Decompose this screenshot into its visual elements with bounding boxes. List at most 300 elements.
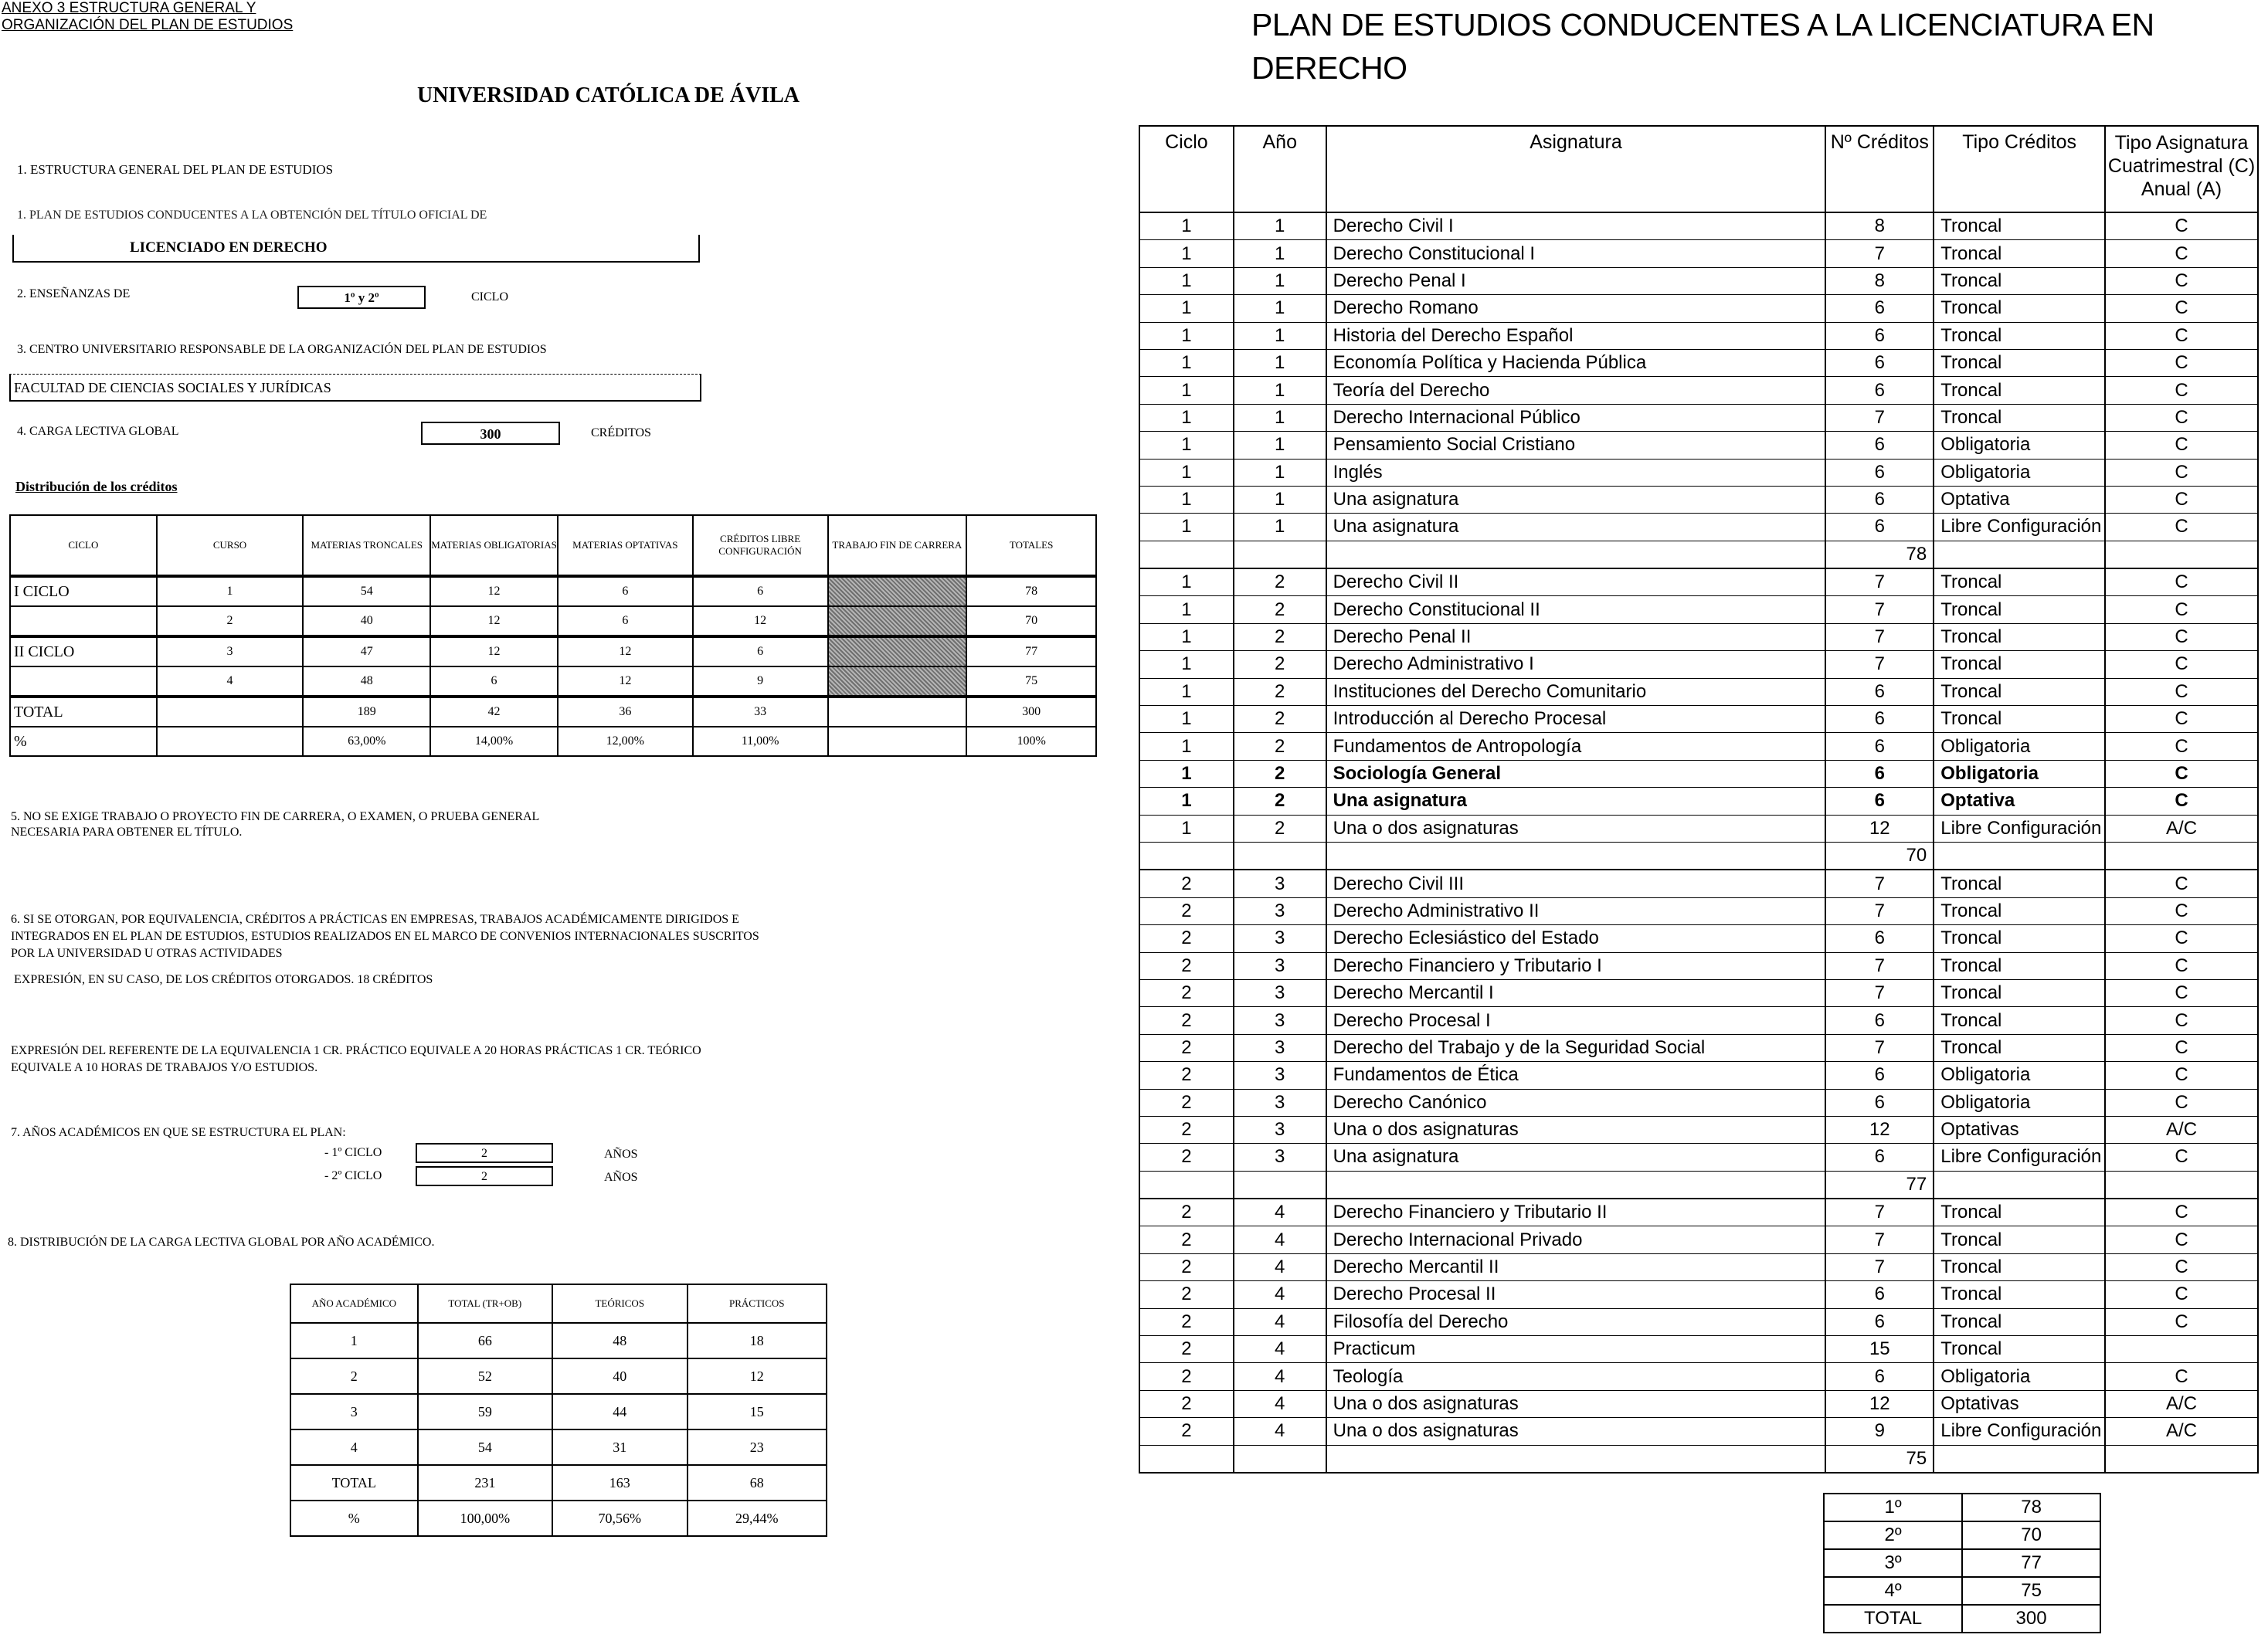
table-cell: 18 xyxy=(688,1323,827,1358)
table-cell xyxy=(2105,541,2258,568)
asignatura-cell: Derecho Canónico xyxy=(1326,1089,1826,1116)
asignatura-cell: Derecho Civil II xyxy=(1326,568,1826,596)
table-cell: 4 xyxy=(290,1429,418,1465)
table-cell: II CICLO xyxy=(10,636,157,666)
table-header-row xyxy=(10,515,1096,576)
table-cell xyxy=(2105,1445,2258,1473)
tipo-asignatura-cell: C xyxy=(2105,897,2258,924)
tipo-creditos-cell: Obligatoria xyxy=(1934,1363,2105,1390)
table-cell: 6 xyxy=(693,636,828,666)
anio-cell: 1 xyxy=(1234,514,1326,541)
table-cell: 12 xyxy=(430,636,558,666)
table-cell: 33 xyxy=(693,697,828,727)
tipo-asignatura-cell: C xyxy=(2105,925,2258,952)
tipo-creditos-cell: Troncal xyxy=(1934,952,2105,979)
table-cell: 12 xyxy=(688,1358,827,1394)
table-cell xyxy=(10,666,157,697)
table-cell xyxy=(1139,1445,1234,1473)
subject-row xyxy=(1139,678,2258,705)
creditos-cell: 6 xyxy=(1825,349,1934,376)
asignatura-cell: Derecho Constitucional I xyxy=(1326,240,1826,267)
creditos-cell: 6 xyxy=(1825,1007,1934,1034)
ciclo-cell: 1 xyxy=(1139,623,1234,650)
creditos-cell: 12 xyxy=(1825,1116,1934,1143)
table-cell: 78 xyxy=(966,576,1096,606)
tipo-creditos-cell: Troncal xyxy=(1934,706,2105,733)
tipo-asignatura-cell: A/C xyxy=(2105,815,2258,842)
asignatura-cell: Practicum xyxy=(1326,1336,1826,1363)
table-cell xyxy=(157,697,304,727)
credit-distribution-table xyxy=(9,514,1097,757)
tipo-asignatura-cell: C xyxy=(2105,979,2258,1006)
faculty-value: FACULTAD DE CIENCIAS SOCIALES Y JURÍDICAS xyxy=(14,380,331,395)
table-cell xyxy=(828,636,967,666)
asignatura-cell: Derecho Internacional Privado xyxy=(1326,1226,1826,1253)
tipo-creditos-cell: Troncal xyxy=(1934,240,2105,267)
subject-row xyxy=(1139,1418,2258,1445)
table-cell: 100% xyxy=(966,727,1096,756)
ciclo-cell: 1 xyxy=(1139,322,1234,349)
cycles-value: 1º y 2º xyxy=(344,290,379,305)
ciclo-cell: 2 xyxy=(1139,897,1234,924)
asignatura-cell: Instituciones del Derecho Comunitario xyxy=(1326,678,1826,705)
ciclo-cell: 1 xyxy=(1139,568,1234,596)
subject-row xyxy=(1139,1116,2258,1143)
table-cell: 12 xyxy=(558,636,693,666)
item-2-label: 2. ENSEÑANZAS DE xyxy=(17,287,131,300)
tipo-creditos-cell: Obligatoria xyxy=(1934,733,2105,760)
creditos-cell: 6 xyxy=(1825,432,1934,459)
anio-cell: 2 xyxy=(1234,733,1326,760)
asignatura-cell: Historia del Derecho Español xyxy=(1326,322,1826,349)
ciclo-cell: 1 xyxy=(1139,267,1234,294)
ciclo-cell: 2 xyxy=(1139,1199,1234,1226)
subject-row xyxy=(1139,322,2258,349)
header-cell: PRÁCTICOS xyxy=(688,1284,827,1323)
creditos-cell: 12 xyxy=(1825,1390,1934,1417)
tipo-asignatura-cell: C xyxy=(2105,404,2258,431)
tipo-asignatura-cell: C xyxy=(2105,295,2258,322)
tipo-asignatura-cell: C xyxy=(2105,788,2258,815)
anio-cell: 4 xyxy=(1234,1390,1326,1417)
tipo-creditos-cell: Troncal xyxy=(1934,1336,2105,1363)
table-cell: 9 xyxy=(693,666,828,697)
cycle-1-suffix: AÑOS xyxy=(604,1148,638,1161)
table-cell: 36 xyxy=(558,697,693,727)
asignatura-cell: Derecho Financiero y Tributario II xyxy=(1326,1199,1826,1226)
item-6-line-1: 6. SI SE OTORGAN, POR EQUIVALENCIA, CRÉDITOS A PRÁCTICAS EN EMPRESAS, TRABAJOS ACADÉMICAMENTE DIRIGIDOS E xyxy=(11,913,739,926)
tipo-creditos-cell: Troncal xyxy=(1934,568,2105,596)
subject-row xyxy=(1139,623,2258,650)
subtotal-row xyxy=(1139,1171,2258,1199)
asignatura-cell: Fundamentos de Ética xyxy=(1326,1062,1826,1089)
creditos-cell: 12 xyxy=(1825,815,1934,842)
asignatura-cell: Economía Política y Hacienda Pública xyxy=(1326,349,1826,376)
cycle-1-years-field xyxy=(416,1143,553,1163)
tipo-asignatura-cell: C xyxy=(2105,1144,2258,1171)
header-cell: TRABAJO FIN DE CARRERA xyxy=(828,515,967,576)
table-cell xyxy=(828,606,967,636)
tipo-creditos-cell: Troncal xyxy=(1934,870,2105,897)
tipo-asignatura-cell: C xyxy=(2105,267,2258,294)
asignatura-cell: Derecho Administrativo I xyxy=(1326,651,1826,678)
anio-cell: 3 xyxy=(1234,952,1326,979)
ciclo-cell: 1 xyxy=(1139,815,1234,842)
table-cell: 6 xyxy=(693,576,828,606)
tipo-asignatura-cell: C xyxy=(2105,568,2258,596)
table-cell: 70 xyxy=(966,606,1096,636)
subtotal-row xyxy=(1139,842,2258,870)
summary-cell: 300 xyxy=(1962,1605,2100,1633)
anio-cell: 4 xyxy=(1234,1226,1326,1253)
table-cell xyxy=(1934,1171,2105,1199)
anio-cell: 4 xyxy=(1234,1253,1326,1280)
anio-cell: 4 xyxy=(1234,1281,1326,1308)
anio-cell: 3 xyxy=(1234,870,1326,897)
tipo-asignatura-cell: A/C xyxy=(2105,1418,2258,1445)
subject-row xyxy=(1139,240,2258,267)
anio-cell: 1 xyxy=(1234,267,1326,294)
table-cell: TOTAL xyxy=(10,697,157,727)
anio-cell: 3 xyxy=(1234,1062,1326,1089)
table-row xyxy=(290,1323,827,1358)
header-cell: TOTAL (TR+OB) xyxy=(418,1284,552,1323)
tipo-asignatura-cell: C xyxy=(2105,1034,2258,1061)
asignatura-cell: Teología xyxy=(1326,1363,1826,1390)
asignatura-cell: Derecho Eclesiástico del Estado xyxy=(1326,925,1826,952)
table-cell: I CICLO xyxy=(10,576,157,606)
summary-row xyxy=(1824,1549,2100,1577)
cycle-1-label: - 1º CICLO xyxy=(324,1146,382,1159)
table-cell: 300 xyxy=(966,697,1096,727)
equivalence-line-1: EXPRESIÓN DEL REFERENTE DE LA EQUIVALENCIA 1 CR. PRÁCTICO EQUIVALE A 20 HORAS PRÁCTICAS 1 CR. TEÓRICO xyxy=(11,1044,701,1057)
subject-row xyxy=(1139,459,2258,486)
ciclo-cell: 2 xyxy=(1139,1281,1234,1308)
creditos-cell: 7 xyxy=(1825,897,1934,924)
creditos-cell: 6 xyxy=(1825,706,1934,733)
header-cell: CURSO xyxy=(157,515,304,576)
ciclo-cell: 2 xyxy=(1139,1144,1234,1171)
creditos-cell: 7 xyxy=(1825,1253,1934,1280)
annex-line-1: ANEXO 3 ESTRUCTURA GENERAL Y xyxy=(2,0,256,16)
subject-row xyxy=(1139,952,2258,979)
table-row xyxy=(10,666,1096,697)
creditos-cell: 7 xyxy=(1825,623,1934,650)
anio-cell: 1 xyxy=(1234,459,1326,486)
asignatura-cell: Derecho Procesal II xyxy=(1326,1281,1826,1308)
anio-cell: 2 xyxy=(1234,706,1326,733)
table-cell: 68 xyxy=(688,1465,827,1501)
table-cell xyxy=(2105,842,2258,870)
tipo-creditos-cell: Troncal xyxy=(1934,377,2105,404)
item-4-label: 4. CARGA LECTIVA GLOBAL xyxy=(17,425,179,438)
credits-value: 300 xyxy=(480,426,501,442)
subject-row xyxy=(1139,349,2258,376)
tipo-creditos-cell: Optativas xyxy=(1934,1390,2105,1417)
tipo-creditos-cell: Troncal xyxy=(1934,1199,2105,1226)
ciclo-cell: 2 xyxy=(1139,1116,1234,1143)
creditos-cell: 7 xyxy=(1825,870,1934,897)
ciclo-cell: 1 xyxy=(1139,596,1234,623)
table-cell: 75 xyxy=(966,666,1096,697)
ciclo-cell: 1 xyxy=(1139,760,1234,787)
anio-cell: 4 xyxy=(1234,1363,1326,1390)
summary-cell: 1º xyxy=(1824,1494,1962,1521)
plan-title xyxy=(1251,3,2154,90)
item-8-label: 8. DISTRIBUCIÓN DE LA CARGA LECTIVA GLOBAL POR AÑO ACADÉMICO. xyxy=(8,1236,435,1249)
subject-row xyxy=(1139,1034,2258,1061)
tipo-creditos-cell: Obligatoria xyxy=(1934,1062,2105,1089)
table-cell: 15 xyxy=(688,1394,827,1429)
creditos-cell: 6 xyxy=(1825,1144,1934,1171)
table-cell xyxy=(828,727,967,756)
tipo-asignatura-cell: C xyxy=(2105,760,2258,787)
subject-row xyxy=(1139,1308,2258,1335)
item-7-label: 7. AÑOS ACADÉMICOS EN QUE SE ESTRUCTURA EL PLAN: xyxy=(11,1126,346,1139)
anio-cell: 2 xyxy=(1234,568,1326,596)
creditos-cell: 7 xyxy=(1825,404,1934,431)
table-row xyxy=(10,606,1096,636)
tipo-creditos-cell: Troncal xyxy=(1934,1253,2105,1280)
table-cell xyxy=(828,697,967,727)
table-cell: 1 xyxy=(157,576,304,606)
asignatura-cell: Teoría del Derecho xyxy=(1326,377,1826,404)
creditos-cell: 6 xyxy=(1825,486,1934,513)
table-cell xyxy=(157,727,304,756)
ciclo-cell: 1 xyxy=(1139,651,1234,678)
ciclo-cell: 2 xyxy=(1139,1308,1234,1335)
header-cell: TEÓRICOS xyxy=(552,1284,687,1323)
creditos-cell: 7 xyxy=(1825,651,1934,678)
summary-cell: TOTAL xyxy=(1824,1605,1962,1633)
cycle-2-label: - 2º CICLO xyxy=(324,1169,382,1182)
tipo-asignatura-cell: C xyxy=(2105,733,2258,760)
table-cell: TOTAL xyxy=(290,1465,418,1501)
subject-row xyxy=(1139,979,2258,1006)
asignatura-cell: Derecho Constitucional II xyxy=(1326,596,1826,623)
tipo-creditos-cell: Troncal xyxy=(1934,1308,2105,1335)
distribution-title: Distribución de los créditos xyxy=(15,479,178,494)
cycle-2-years-field xyxy=(416,1166,553,1186)
table-cell: 52 xyxy=(418,1358,552,1394)
creditos-cell: 6 xyxy=(1825,1308,1934,1335)
table-cell xyxy=(1934,1445,2105,1473)
ciclo-cell: 1 xyxy=(1139,706,1234,733)
asignatura-cell: Derecho Internacional Público xyxy=(1326,404,1826,431)
subjects-table xyxy=(1139,125,2259,1474)
tipo-asignatura-cell: C xyxy=(2105,459,2258,486)
subtotal-value: 77 xyxy=(1825,1171,1934,1199)
anio-cell: 1 xyxy=(1234,486,1326,513)
table-cell: % xyxy=(10,727,157,756)
asignatura-cell: Sociología General xyxy=(1326,760,1826,787)
anio-cell: 4 xyxy=(1234,1199,1326,1226)
asignatura-cell: Introducción al Derecho Procesal xyxy=(1326,706,1826,733)
ciclo-cell: 2 xyxy=(1139,1363,1234,1390)
creditos-cell: 8 xyxy=(1825,212,1934,240)
degree-field xyxy=(12,235,700,263)
table-row xyxy=(290,1429,827,1465)
tipo-asignatura-cell: C xyxy=(2105,1253,2258,1280)
item-4-suffix: CRÉDITOS xyxy=(591,426,651,439)
summary-table xyxy=(1823,1493,2101,1633)
summary-row xyxy=(1824,1577,2100,1605)
tipo-creditos-cell: Libre Configuración xyxy=(1934,1144,2105,1171)
tipo-creditos-cell: Troncal xyxy=(1934,349,2105,376)
tipo-creditos-cell: Optativas xyxy=(1934,1116,2105,1143)
subject-row xyxy=(1139,815,2258,842)
tipo-creditos-cell: Obligatoria xyxy=(1934,760,2105,787)
tipo-creditos-cell: Optativa xyxy=(1934,486,2105,513)
tipo-asignatura-cell: A/C xyxy=(2105,1390,2258,1417)
tipo-asignatura-cell: C xyxy=(2105,377,2258,404)
anio-cell: 3 xyxy=(1234,1089,1326,1116)
subject-row xyxy=(1139,596,2258,623)
header-cell: MATERIAS TRONCALES xyxy=(303,515,430,576)
table-cell xyxy=(1234,842,1326,870)
tipo-asignatura-cell: C xyxy=(2105,623,2258,650)
tipo-asignatura-cell xyxy=(2105,1336,2258,1363)
table-row xyxy=(290,1358,827,1394)
table-cell: 2 xyxy=(290,1358,418,1394)
creditos-cell: 6 xyxy=(1825,678,1934,705)
subject-row xyxy=(1139,1363,2258,1390)
year-distribution-table xyxy=(290,1284,827,1537)
creditos-cell: 6 xyxy=(1825,514,1934,541)
table-cell: 12 xyxy=(430,576,558,606)
asignatura-cell: Inglés xyxy=(1326,459,1826,486)
anio-cell: 1 xyxy=(1234,404,1326,431)
table-cell xyxy=(1326,541,1826,568)
summary-cell: 70 xyxy=(1962,1521,2100,1549)
subtotal-value: 70 xyxy=(1825,842,1934,870)
subject-row xyxy=(1139,1062,2258,1089)
item-6-line-4: EXPRESIÓN, EN SU CASO, DE LOS CRÉDITOS OTORGADOS. 18 CRÉDITOS xyxy=(14,973,433,986)
asignatura-cell: Derecho Procesal I xyxy=(1326,1007,1826,1034)
table-cell: 70,56% xyxy=(552,1501,687,1536)
tipo-creditos-cell: Troncal xyxy=(1934,404,2105,431)
anio-cell: 2 xyxy=(1234,678,1326,705)
ciclo-cell: 2 xyxy=(1139,870,1234,897)
tipo-creditos-cell: Troncal xyxy=(1934,1034,2105,1061)
tipo-creditos-cell: Troncal xyxy=(1934,623,2105,650)
subject-row xyxy=(1139,377,2258,404)
creditos-cell: 6 xyxy=(1825,1281,1934,1308)
ciclo-cell: 1 xyxy=(1139,349,1234,376)
table-cell: % xyxy=(290,1501,418,1536)
table-cell: 6 xyxy=(558,576,693,606)
asignatura-cell: Una asignatura xyxy=(1326,1144,1826,1171)
tipo-asignatura-cell: C xyxy=(2105,1226,2258,1253)
table-row xyxy=(290,1501,827,1536)
table-cell xyxy=(1234,541,1326,568)
tipo-asignatura-cell: C xyxy=(2105,678,2258,705)
section-1-title: 1. ESTRUCTURA GENERAL DEL PLAN DE ESTUDIOS xyxy=(17,162,334,177)
tipo-creditos-cell: Troncal xyxy=(1934,322,2105,349)
anio-cell: 1 xyxy=(1234,295,1326,322)
anio-cell: 3 xyxy=(1234,897,1326,924)
subject-row xyxy=(1139,514,2258,541)
anio-cell: 2 xyxy=(1234,596,1326,623)
annex-line-2: ORGANIZACIÓN DEL PLAN DE ESTUDIOS xyxy=(2,17,294,33)
anio-cell: 1 xyxy=(1234,322,1326,349)
asignatura-cell: Una asignatura xyxy=(1326,788,1826,815)
tipo-creditos-cell: Troncal xyxy=(1934,1226,2105,1253)
subject-row xyxy=(1139,295,2258,322)
asignatura-cell: Una asignatura xyxy=(1326,486,1826,513)
ciclo-cell: 2 xyxy=(1139,952,1234,979)
subject-row xyxy=(1139,1336,2258,1363)
equivalence-note xyxy=(11,1043,701,1077)
summary-cell: 77 xyxy=(1962,1549,2100,1577)
table-cell xyxy=(1234,1171,1326,1199)
asignatura-cell: Fundamentos de Antropología xyxy=(1326,733,1826,760)
table-cell: 189 xyxy=(303,697,430,727)
table-cell xyxy=(2105,1171,2258,1199)
tipo-creditos-cell: Obligatoria xyxy=(1934,432,2105,459)
header-creditos: Nº Créditos xyxy=(1825,126,1934,212)
header-cell: MATERIAS OBLIGATORIAS xyxy=(430,515,558,576)
cycle-2-suffix: AÑOS xyxy=(604,1171,638,1184)
subtotal-value: 75 xyxy=(1825,1445,1934,1473)
credits-field xyxy=(421,422,560,445)
creditos-cell: 6 xyxy=(1825,925,1934,952)
tipo-asignatura-cell: C xyxy=(2105,1089,2258,1116)
header-asignatura: Asignatura xyxy=(1326,126,1826,212)
header-ciclo: Ciclo xyxy=(1139,126,1234,212)
tipo-creditos-cell: Troncal xyxy=(1934,979,2105,1006)
table-cell: 40 xyxy=(303,606,430,636)
summary-cell: 3º xyxy=(1824,1549,1962,1577)
creditos-cell: 9 xyxy=(1825,1418,1934,1445)
item-5 xyxy=(11,809,539,840)
subtotal-row xyxy=(1139,1445,2258,1473)
header-tipo-asignatura xyxy=(2105,126,2258,212)
cycles-field xyxy=(297,286,426,309)
anio-cell: 1 xyxy=(1234,432,1326,459)
table-header-row xyxy=(1139,126,2258,212)
table-cell: 1 xyxy=(290,1323,418,1358)
header-tipo-creditos: Tipo Créditos xyxy=(1934,126,2105,212)
table-cell: 66 xyxy=(418,1323,552,1358)
asignatura-cell: Pensamiento Social Cristiano xyxy=(1326,432,1826,459)
tipo-asignatura-cell: C xyxy=(2105,1199,2258,1226)
table-cell: 6 xyxy=(558,606,693,636)
anio-cell: 3 xyxy=(1234,1116,1326,1143)
ciclo-cell: 1 xyxy=(1139,432,1234,459)
table-cell: 163 xyxy=(552,1465,687,1501)
subtotal-row xyxy=(1139,541,2258,568)
summary-cell: 4º xyxy=(1824,1577,1962,1605)
item-3-label: 3. CENTRO UNIVERSITARIO RESPONSABLE DE LA ORGANIZACIÓN DEL PLAN DE ESTUDIOS xyxy=(17,343,547,356)
asignatura-cell: Una o dos asignaturas xyxy=(1326,1390,1826,1417)
subject-row xyxy=(1139,733,2258,760)
table-cell: 12 xyxy=(558,666,693,697)
anio-cell: 2 xyxy=(1234,815,1326,842)
header-tipo-asignatura-line-1: Tipo Asignatura xyxy=(2114,132,2249,154)
subject-row xyxy=(1139,404,2258,431)
ciclo-cell: 2 xyxy=(1139,1034,1234,1061)
item-2-suffix: CICLO xyxy=(471,290,508,304)
asignatura-cell: Derecho Mercantil II xyxy=(1326,1253,1826,1280)
table-row xyxy=(290,1465,827,1501)
subject-row xyxy=(1139,1253,2258,1280)
creditos-cell: 6 xyxy=(1825,733,1934,760)
table-cell: 29,44% xyxy=(688,1501,827,1536)
ciclo-cell: 1 xyxy=(1139,514,1234,541)
tipo-asignatura-cell: C xyxy=(2105,706,2258,733)
creditos-cell: 6 xyxy=(1825,322,1934,349)
